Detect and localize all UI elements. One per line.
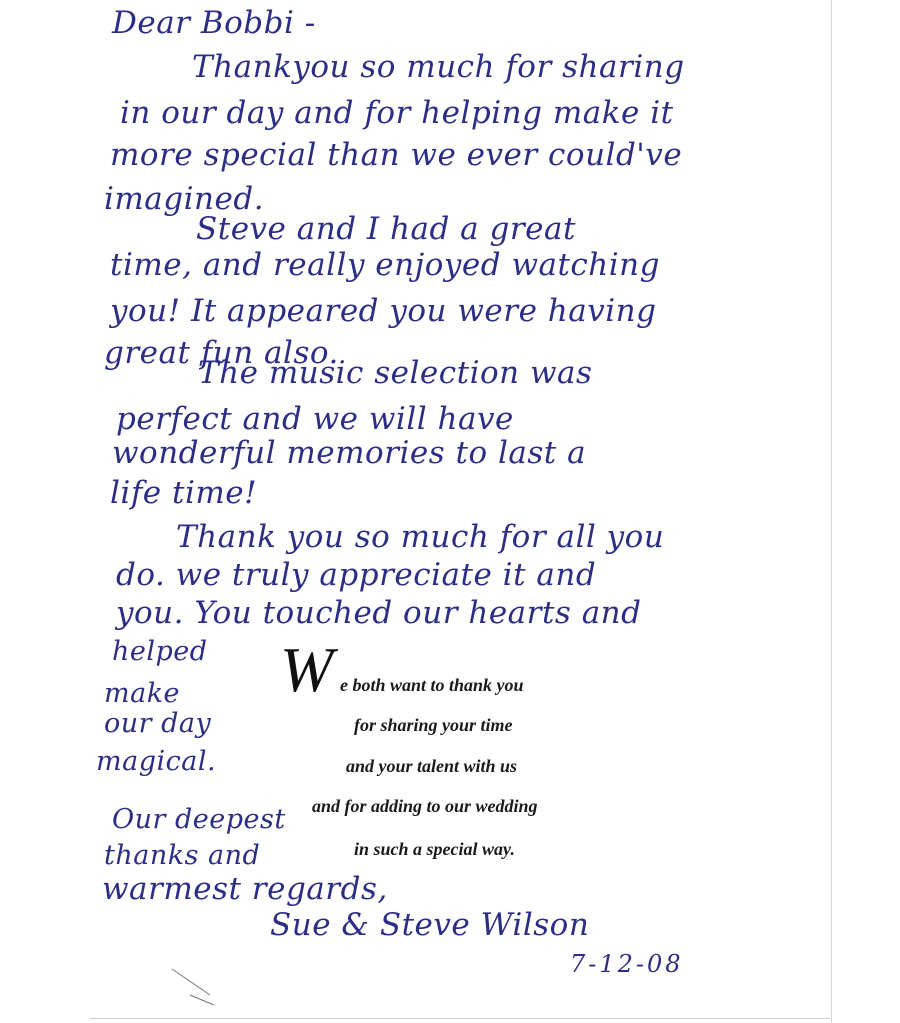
handwritten-line: do. we truly appreciate it and bbox=[116, 557, 597, 593]
date: 7-12-08 bbox=[570, 950, 684, 978]
handwritten-closing: warmest regards, bbox=[102, 871, 388, 907]
handwritten-line: Our deepest bbox=[112, 804, 286, 835]
handwritten-line: perfect and we will have bbox=[116, 401, 514, 437]
handwritten-line: our day bbox=[104, 708, 212, 739]
handwritten-line: magical. bbox=[96, 746, 217, 777]
printed-line: e both want to thank you bbox=[340, 675, 524, 695]
greeting: Dear Bobbi - bbox=[112, 5, 316, 41]
handwritten-line: thanks and bbox=[104, 840, 261, 871]
handwritten-line: Thankyou so much for sharing bbox=[192, 49, 685, 85]
card-bottom-edge bbox=[90, 1018, 830, 1019]
handwritten-line: The music selection was bbox=[198, 355, 593, 391]
scan-mark bbox=[170, 965, 230, 1015]
handwritten-line: you. You touched our hearts and bbox=[116, 595, 642, 631]
handwritten-line: wonderful memories to last a bbox=[112, 435, 587, 471]
handwritten-line: make bbox=[104, 678, 181, 709]
handwritten-line: Steve and I had a great bbox=[196, 211, 576, 247]
card-edge bbox=[831, 0, 832, 1023]
handwritten-line: time, and really enjoyed watching bbox=[110, 247, 660, 283]
handwritten-line: in our day and for helping make it bbox=[120, 95, 674, 131]
printed-line: and for adding to our wedding bbox=[312, 796, 538, 816]
printed-line: for sharing your time bbox=[354, 715, 513, 735]
signature: Sue & Steve Wilson bbox=[270, 907, 590, 943]
handwritten-line: helped bbox=[112, 636, 208, 667]
handwritten-line: great fun also. bbox=[104, 335, 339, 371]
handwritten-line: you! It appeared you were having bbox=[110, 293, 657, 329]
handwritten-line: more special than we ever could've bbox=[110, 137, 683, 173]
printed-line: and your talent with us bbox=[346, 756, 518, 776]
handwritten-line: imagined. bbox=[104, 181, 265, 217]
handwritten-line: life time! bbox=[110, 475, 258, 511]
printed-dropcap: W bbox=[280, 634, 334, 705]
handwritten-line: Thank you so much for all you bbox=[176, 519, 665, 555]
printed-line: in such a special way. bbox=[354, 839, 515, 859]
